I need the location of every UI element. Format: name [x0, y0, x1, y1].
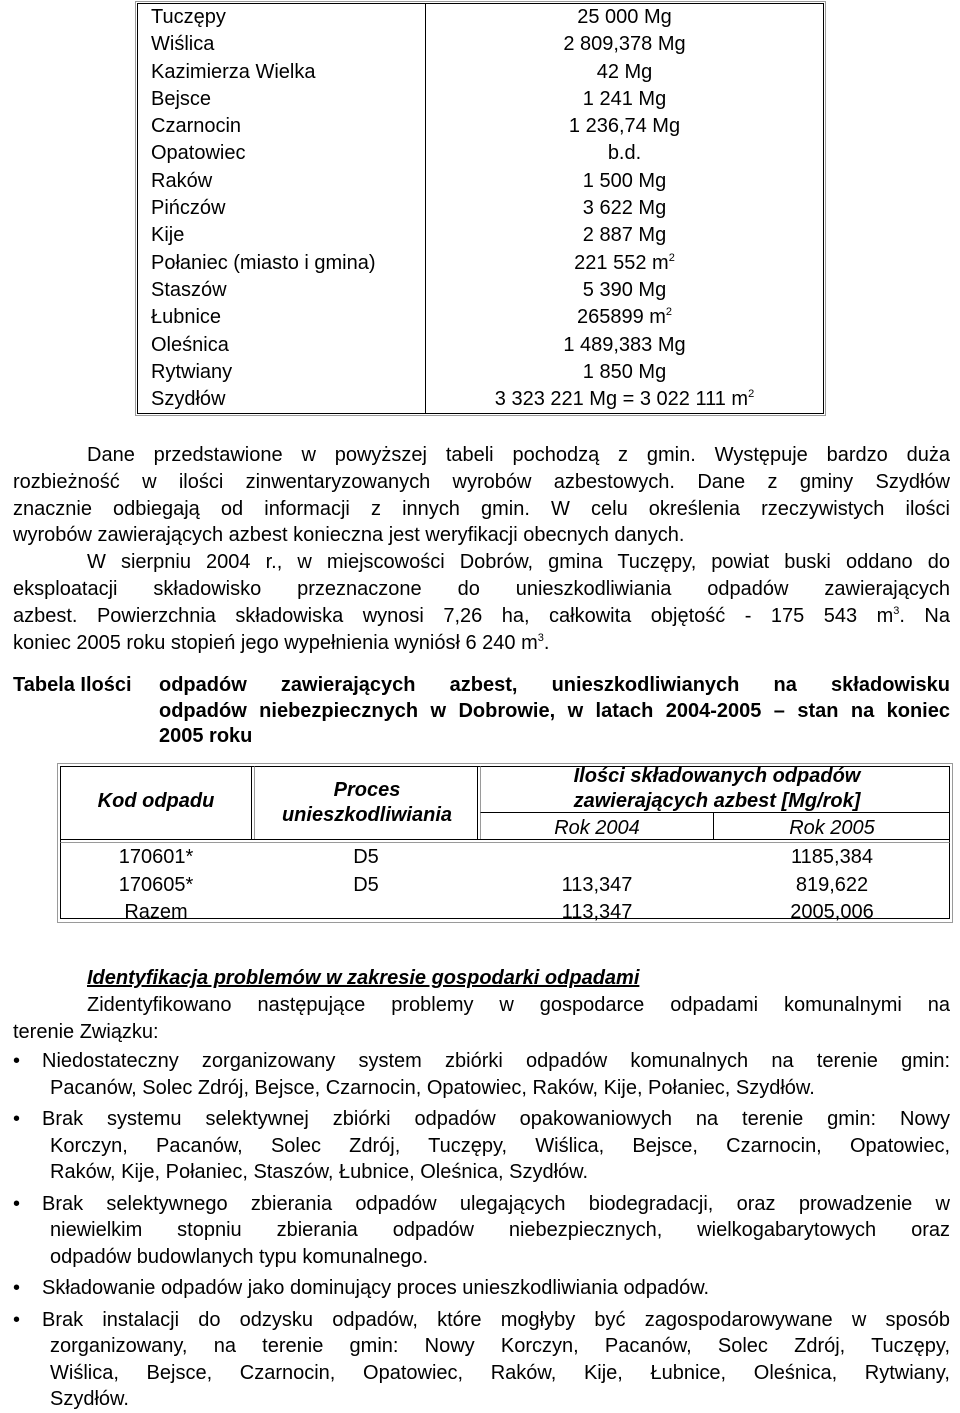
text-line: Składowanie odpadów jako dominujący proces unieszkodliwiania odpadów. [42, 1277, 710, 1299]
gmina-value [426, 386, 823, 413]
text-line: wyrobów zawierających azbest konieczna jest weryfikacji obecnych danych. [13, 524, 685, 547]
table-row [57, 901, 953, 928]
value-text: 1 241 Mg [582, 87, 667, 110]
text-line: Brak instalacji do odzysku odpadów, które mogłyby być zagospodarowywane w sposób [42, 1308, 950, 1331]
gminy-table [137, 3, 824, 414]
list-item [13, 1275, 950, 1302]
caption-line: odpadów zawierających azbest, unieszkodliwianych na składowisku [159, 674, 950, 696]
cell-y2004: 113,347 [561, 901, 633, 923]
gmina-value [426, 59, 823, 86]
gmina-value [426, 277, 823, 304]
table-row [138, 386, 823, 413]
value-text: 3 323 221 Mg = 3 022 111 m [494, 388, 749, 411]
text-line [13, 630, 950, 657]
gmina-name: Raków [138, 168, 426, 195]
superscript: 2 [665, 306, 673, 319]
superscript: 2 [748, 388, 755, 401]
header-code: Kod odpadu [97, 790, 215, 812]
gmina-name: Tuczępy [138, 4, 426, 31]
bullet-icon: • [13, 1308, 21, 1331]
cell-y2005: 819,622 [795, 873, 869, 896]
value-text: b.d. [607, 142, 642, 165]
text-line: zorganizowany, na terenie gmin: Nowy Korczyn, Pacanów, Solec Zdrój, Tuczępy, [50, 1335, 950, 1357]
gmina-name: Wiślica [138, 31, 426, 58]
text-fragment: azbest. Powierzchnia składowiska wynosi 7,26 ha, całkowita objętość - 175 543 m [13, 604, 894, 627]
table-row [138, 31, 823, 58]
text-line: niewielkim stopniu zbierania odpadów niebezpiecznych, wielkogabarytowych oraz [50, 1219, 950, 1241]
list-item [13, 1307, 950, 1413]
list-item-text [42, 1048, 950, 1101]
gmina-name: Oleśnica [138, 332, 426, 359]
gmina-value [426, 31, 823, 58]
text-line: Niedostateczny zorganizowany system zbiórki odpadów komunalnych na terenie gmin: [42, 1050, 950, 1072]
value-text: 3 622 Mg [582, 197, 667, 220]
text-fragment: koniec 2005 roku stopień jego wypełnienia wyniósł 6 240 m [13, 631, 538, 654]
value-text: 265899 m [576, 306, 666, 329]
text-line: odpadów budowlanych typu komunalnego. [50, 1245, 429, 1268]
cell-process: D5 [353, 873, 379, 896]
header-2005: Rok 2005 [789, 817, 875, 839]
text-line: terenie Związku: [13, 1020, 159, 1043]
problems-section [13, 965, 950, 1413]
text-line: eksploatacji składowisko przeznaczone do unieszkodliwiania odpadów zawierających [13, 577, 950, 600]
text-line: Raków, Kije, Połaniec, Staszów, Łubnice, Oleśnica, Szydłów. [50, 1161, 589, 1183]
gmina-value [426, 195, 823, 222]
azbest-table [57, 763, 953, 924]
table-row [138, 4, 823, 31]
gmina-value [426, 250, 823, 277]
value-text: 1 236,74 Mg [568, 115, 681, 138]
gmina-name: Połaniec (miasto i gmina) [138, 250, 426, 277]
cell-code: 170601* [118, 846, 194, 868]
gmina-value [426, 140, 823, 167]
caption-label: Tabela Ilości [13, 674, 132, 696]
caption-line: 2005 roku [159, 725, 253, 748]
section-intro [13, 992, 950, 1045]
gmina-name: Kazimierza Wielka [138, 59, 426, 86]
table-row [138, 277, 823, 304]
section-heading: Identyfikacja problemów w zakresie gospodarki odpadami [87, 967, 640, 989]
cell-y2005: 1185,384 [791, 846, 873, 868]
value-text: 2 809,378 Mg [563, 33, 686, 56]
bullet-icon: • [13, 1277, 21, 1299]
table-row [138, 332, 823, 359]
text-fragment: . [543, 631, 550, 654]
superscript: 3 [537, 631, 544, 644]
text-line [13, 603, 950, 630]
bullet-icon: • [13, 1108, 21, 1130]
text-line: znacznie odbiegają od informacji z innych gmin. W celu określenia rzeczywistych ilości [13, 497, 950, 520]
list-item [13, 1106, 950, 1186]
cell-y2004: 113,347 [561, 873, 633, 896]
caption-text [159, 673, 950, 750]
gmina-name: Pińczów [138, 195, 426, 222]
text-line: Szydłów. [50, 1388, 129, 1410]
value-text: 221 552 m [574, 251, 669, 274]
text-line: Korczyn, Pacanów, Solec Zdrój, Tuczępy, Wiślica, Bejsce, Czarnocin, Opatowiec, [50, 1134, 950, 1157]
gmina-name: Czarnocin [138, 113, 426, 140]
table-row [138, 168, 823, 195]
superscript: 2 [668, 251, 675, 264]
paragraph-1 [13, 442, 950, 549]
value-text: 42 Mg [596, 60, 653, 83]
list-item [13, 1048, 950, 1101]
list-item [13, 1191, 950, 1271]
value-text: 2 887 Mg [582, 224, 667, 247]
gmina-name: Opatowiec [138, 140, 426, 167]
text-line: Brak systemu selektywnej zbiórki odpadów opakowaniowych na terenie gmin: Nowy [42, 1108, 950, 1130]
table-row [138, 304, 823, 331]
gmina-value [426, 113, 823, 140]
text-line: rozbieżność w ilości zinwentaryzowanych wyrobów azbestowych. Dane z gminy Szydłów [13, 470, 950, 493]
gmina-name: Rytwiany [138, 359, 426, 386]
gmina-value [426, 332, 823, 359]
list-item-text [42, 1307, 950, 1413]
caption-line: odpadów niebezpiecznych w Dobrowie, w latach 2004-2005 – stan na koniec [159, 699, 950, 722]
value-text: 5 390 Mg [582, 278, 667, 301]
paragraph-block [13, 442, 950, 656]
cell-code: Razem [124, 901, 188, 923]
cell-code: 170605* [118, 873, 194, 896]
list-item-text [42, 1191, 950, 1271]
bullet-icon: • [13, 1192, 21, 1215]
header-process: Proces unieszkodliwiania [281, 779, 453, 826]
gmina-value [426, 222, 823, 249]
table-row [57, 874, 953, 901]
text-line: Brak selektywnego zbierania odpadów ulegających biodegradacji, oraz prowadzenie w [42, 1192, 950, 1215]
text-line: Dane przedstawione w powyższej tabeli pochodzą z gmin. Występuje bardzo duża [87, 444, 950, 466]
value-text: 1 500 Mg [582, 169, 667, 192]
gmina-value [426, 168, 823, 195]
list-item-text [42, 1106, 950, 1186]
gmina-value [426, 304, 823, 331]
table-row [138, 59, 823, 86]
header-quantity: Ilości składowanych odpadów zawierających azbest [Mg/rok] [573, 765, 861, 812]
cell-y2005: 2005,006 [790, 901, 874, 923]
text-line: Zidentyfikowano następujące problemy w gospodarce odpadami komunalnymi na [87, 994, 950, 1016]
value-text: 1 489,383 Mg [563, 333, 686, 356]
gmina-value [426, 359, 823, 386]
gmina-value [426, 86, 823, 113]
header-2004: Rok 2004 [554, 817, 640, 839]
value-text: 1 850 Mg [582, 360, 667, 383]
table-row [138, 86, 823, 113]
gmina-name: Staszów [138, 277, 426, 304]
paragraph-2 [13, 549, 950, 656]
table-row [138, 250, 823, 277]
table-row [138, 113, 823, 140]
list-item-text [42, 1275, 950, 1302]
gmina-name: Łubnice [138, 304, 426, 331]
gmina-value [426, 4, 823, 31]
superscript: 3 [893, 604, 900, 617]
value-text: 25 000 Mg [577, 6, 672, 28]
text-line: Wiślica, Bejsce, Czarnocin, Opatowiec, Raków, Kije, Łubnice, Oleśnica, Rytwiany, [50, 1361, 950, 1384]
text-line: W sierpniu 2004 r., w miejscowości Dobrów, gmina Tuczępy, powiat buski oddano do [87, 551, 950, 574]
text-fragment: . Na [899, 604, 950, 627]
table-row [138, 195, 823, 222]
problems-list [13, 1048, 950, 1413]
gmina-name: Bejsce [138, 86, 426, 113]
table-row [138, 359, 823, 386]
text-line: Pacanów, Solec Zdrój, Bejsce, Czarnocin, Opatowiec, Raków, Kije, Połaniec, Szydłów. [50, 1076, 815, 1099]
table-row [138, 140, 823, 167]
table-row [57, 846, 953, 873]
gmina-name: Szydłów [138, 386, 426, 413]
cell-process: D5 [353, 846, 379, 868]
table-row [138, 222, 823, 249]
gmina-name: Kije [138, 222, 426, 249]
bullet-icon: • [13, 1050, 21, 1072]
